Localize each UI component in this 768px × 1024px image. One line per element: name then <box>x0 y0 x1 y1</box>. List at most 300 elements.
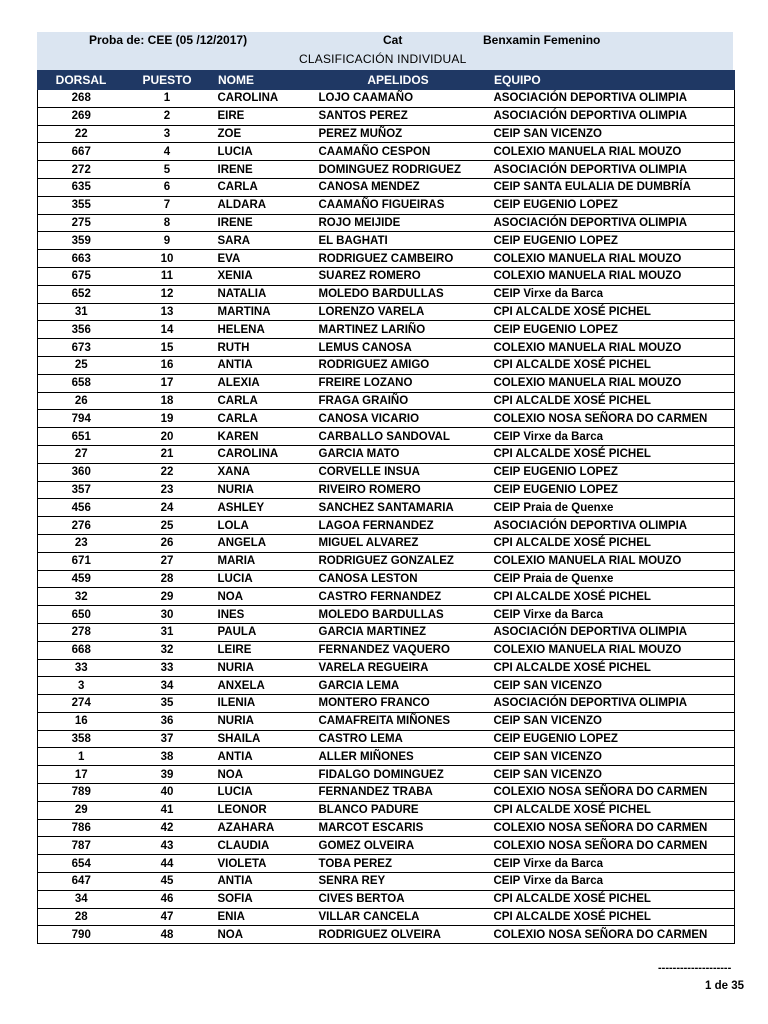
cell-nome: CAROLINA <box>210 445 311 463</box>
cell-apelidos: ROJO MEIJIDE <box>311 214 486 232</box>
cell-puesto: 43 <box>125 837 210 855</box>
cell-puesto: 22 <box>125 463 210 481</box>
cell-puesto: 23 <box>125 481 210 499</box>
cell-puesto: 3 <box>125 125 210 143</box>
cell-nome: SHAILA <box>210 730 311 748</box>
cell-equipo: CPI ALCALDE XOSÉ PICHEL <box>486 445 735 463</box>
cell-equipo: ASOCIACIÓN DEPORTIVA OLIMPIA <box>486 214 735 232</box>
cell-puesto: 27 <box>125 552 210 570</box>
cell-nome: ANTIA <box>210 748 311 766</box>
table-row <box>38 339 735 357</box>
cell-dorsal: 355 <box>38 196 125 214</box>
cell-dorsal: 787 <box>38 837 125 855</box>
cell-dorsal: 667 <box>38 143 125 161</box>
cell-dorsal: 268 <box>38 90 125 108</box>
table-row <box>38 178 735 196</box>
cell-equipo: CEIP SAN VICENZO <box>486 125 735 143</box>
cell-dorsal: 356 <box>38 321 125 339</box>
cell-dorsal: 34 <box>38 890 125 908</box>
col-header-apelidos: APELIDOS <box>311 71 486 90</box>
cell-puesto: 16 <box>125 356 210 374</box>
cell-puesto: 21 <box>125 445 210 463</box>
cell-equipo: COLEXIO NOSA SEÑORA DO CARMEN <box>486 819 735 837</box>
category-label: Cat <box>383 33 403 47</box>
cell-apelidos: MIGUEL ALVAREZ <box>311 534 486 552</box>
cell-dorsal: 33 <box>38 659 125 677</box>
table-row <box>38 410 735 428</box>
cell-equipo: COLEXIO MANUELA RIAL MOUZO <box>486 641 735 659</box>
table-row <box>38 606 735 624</box>
cell-puesto: 18 <box>125 392 210 410</box>
cell-dorsal: 28 <box>38 908 125 926</box>
cell-dorsal: 272 <box>38 161 125 179</box>
cell-nome: LEIRE <box>210 641 311 659</box>
cell-equipo: CEIP EUGENIO LOPEZ <box>486 463 735 481</box>
cell-nome: AZAHARA <box>210 819 311 837</box>
cell-dorsal: 359 <box>38 232 125 250</box>
table-row <box>38 250 735 268</box>
col-header-nome: NOME <box>210 71 311 90</box>
cell-apelidos: CORVELLE INSUA <box>311 463 486 481</box>
cell-apelidos: MARCOT ESCARIS <box>311 819 486 837</box>
cell-equipo: CEIP EUGENIO LOPEZ <box>486 321 735 339</box>
cell-puesto: 48 <box>125 926 210 944</box>
table-row <box>38 926 735 944</box>
table-row <box>38 588 735 606</box>
table-row <box>38 730 735 748</box>
category-value: Benxamin Femenino <box>483 33 601 47</box>
cell-dorsal: 668 <box>38 641 125 659</box>
cell-puesto: 33 <box>125 659 210 677</box>
cell-equipo: COLEXIO MANUELA RIAL MOUZO <box>486 143 735 161</box>
cell-dorsal: 654 <box>38 855 125 873</box>
cell-apelidos: CASTRO FERNANDEZ <box>311 588 486 606</box>
cell-apelidos: SUAREZ ROMERO <box>311 267 486 285</box>
cell-puesto: 29 <box>125 588 210 606</box>
cell-apelidos: LAGOA FERNANDEZ <box>311 517 486 535</box>
cell-puesto: 19 <box>125 410 210 428</box>
table-row <box>38 143 735 161</box>
cell-nome: LUCIA <box>210 784 311 802</box>
cell-nome: ALDARA <box>210 196 311 214</box>
cell-nome: ANTIA <box>210 873 311 891</box>
cell-dorsal: 459 <box>38 570 125 588</box>
cell-puesto: 31 <box>125 623 210 641</box>
table-row <box>38 107 735 125</box>
col-header-puesto: PUESTO <box>125 71 210 90</box>
cell-nome: NURIA <box>210 481 311 499</box>
cell-dorsal: 357 <box>38 481 125 499</box>
cell-dorsal: 650 <box>38 606 125 624</box>
cell-nome: CLAUDIA <box>210 837 311 855</box>
table-row <box>38 161 735 179</box>
cell-puesto: 26 <box>125 534 210 552</box>
cell-dorsal: 276 <box>38 517 125 535</box>
cell-puesto: 39 <box>125 766 210 784</box>
cell-puesto: 15 <box>125 339 210 357</box>
table-row <box>38 534 735 552</box>
cell-puesto: 34 <box>125 677 210 695</box>
cell-nome: SARA <box>210 232 311 250</box>
cell-apelidos: FERNANDEZ VAQUERO <box>311 641 486 659</box>
cell-puesto: 37 <box>125 730 210 748</box>
cell-nome: MARTINA <box>210 303 311 321</box>
cell-puesto: 4 <box>125 143 210 161</box>
cell-nome: SOFIA <box>210 890 311 908</box>
cell-dorsal: 790 <box>38 926 125 944</box>
cell-equipo: CEIP Virxe da Barca <box>486 606 735 624</box>
page-number: 1 de 35 <box>705 980 744 992</box>
cell-apelidos: SANCHEZ SANTAMARIA <box>311 499 486 517</box>
cell-puesto: 46 <box>125 890 210 908</box>
cell-nome: KAREN <box>210 428 311 446</box>
cell-nome: EVA <box>210 250 311 268</box>
table-row <box>38 819 735 837</box>
cell-dorsal: 27 <box>38 445 125 463</box>
table-row <box>38 517 735 535</box>
cell-apelidos: MARTINEZ LARIÑO <box>311 321 486 339</box>
table-row <box>38 232 735 250</box>
cell-nome: VIOLETA <box>210 855 311 873</box>
cell-apelidos: CAAMAÑO CESPON <box>311 143 486 161</box>
cell-dorsal: 652 <box>38 285 125 303</box>
cell-puesto: 44 <box>125 855 210 873</box>
table-row <box>38 801 735 819</box>
cell-equipo: COLEXIO MANUELA RIAL MOUZO <box>486 374 735 392</box>
cell-puesto: 6 <box>125 178 210 196</box>
table-row <box>38 695 735 713</box>
cell-dorsal: 360 <box>38 463 125 481</box>
table-row <box>38 748 735 766</box>
cell-apelidos: RIVEIRO ROMERO <box>311 481 486 499</box>
cell-puesto: 2 <box>125 107 210 125</box>
cell-apelidos: PEREZ MUÑOZ <box>311 125 486 143</box>
cell-puesto: 17 <box>125 374 210 392</box>
cell-dorsal: 635 <box>38 178 125 196</box>
cell-apelidos: LOJO CAAMAÑO <box>311 90 486 108</box>
cell-equipo: CEIP Praia de Quenxe <box>486 499 735 517</box>
cell-dorsal: 456 <box>38 499 125 517</box>
cell-equipo: COLEXIO NOSA SEÑORA DO CARMEN <box>486 837 735 855</box>
cell-puesto: 28 <box>125 570 210 588</box>
cell-dorsal: 17 <box>38 766 125 784</box>
cell-equipo: CPI ALCALDE XOSÉ PICHEL <box>486 534 735 552</box>
footer-rule: -------------------- <box>658 962 732 974</box>
cell-puesto: 42 <box>125 819 210 837</box>
cell-dorsal: 671 <box>38 552 125 570</box>
table-row <box>38 196 735 214</box>
cell-puesto: 25 <box>125 517 210 535</box>
report-subtitle: CLASIFICACIÓN INDIVIDUAL <box>299 52 467 66</box>
proba-label: Proba de: CEE (05 /12/2017) <box>89 33 248 47</box>
table-row <box>38 90 735 108</box>
table-row <box>38 837 735 855</box>
cell-nome: MARIA <box>210 552 311 570</box>
cell-nome: NOA <box>210 766 311 784</box>
cell-puesto: 10 <box>125 250 210 268</box>
cell-equipo: CEIP Virxe da Barca <box>486 285 735 303</box>
cell-nome: CAROLINA <box>210 90 311 108</box>
cell-dorsal: 647 <box>38 873 125 891</box>
cell-equipo: CEIP SAN VICENZO <box>486 766 735 784</box>
cell-apelidos: ALLER MIÑONES <box>311 748 486 766</box>
cell-puesto: 5 <box>125 161 210 179</box>
cell-dorsal: 31 <box>38 303 125 321</box>
cell-equipo: ASOCIACIÓN DEPORTIVA OLIMPIA <box>486 107 735 125</box>
cell-nome: ZOE <box>210 125 311 143</box>
cell-puesto: 36 <box>125 712 210 730</box>
cell-puesto: 12 <box>125 285 210 303</box>
cell-apelidos: GOMEZ OLVEIRA <box>311 837 486 855</box>
table-body <box>38 90 735 944</box>
cell-nome: IRENE <box>210 161 311 179</box>
table-row <box>38 321 735 339</box>
cell-apelidos: CAAMAÑO FIGUEIRAS <box>311 196 486 214</box>
cell-puesto: 7 <box>125 196 210 214</box>
cell-nome: NURIA <box>210 659 311 677</box>
cell-puesto: 30 <box>125 606 210 624</box>
cell-puesto: 24 <box>125 499 210 517</box>
cell-puesto: 13 <box>125 303 210 321</box>
cell-dorsal: 26 <box>38 392 125 410</box>
cell-apelidos: RODRIGUEZ GONZALEZ <box>311 552 486 570</box>
cell-equipo: CEIP EUGENIO LOPEZ <box>486 196 735 214</box>
cell-dorsal: 675 <box>38 267 125 285</box>
cell-equipo: COLEXIO NOSA SEÑORA DO CARMEN <box>486 784 735 802</box>
cell-equipo: COLEXIO MANUELA RIAL MOUZO <box>486 267 735 285</box>
cell-dorsal: 358 <box>38 730 125 748</box>
table-row <box>38 570 735 588</box>
table-row <box>38 463 735 481</box>
cell-nome: CARLA <box>210 178 311 196</box>
cell-nome: ENIA <box>210 908 311 926</box>
cell-dorsal: 22 <box>38 125 125 143</box>
cell-apelidos: CARBALLO SANDOVAL <box>311 428 486 446</box>
table-row <box>38 481 735 499</box>
cell-equipo: ASOCIACIÓN DEPORTIVA OLIMPIA <box>486 161 735 179</box>
cell-puesto: 38 <box>125 748 210 766</box>
cell-dorsal: 1 <box>38 748 125 766</box>
table-row <box>38 908 735 926</box>
cell-equipo: COLEXIO MANUELA RIAL MOUZO <box>486 339 735 357</box>
cell-equipo: CEIP Virxe da Barca <box>486 428 735 446</box>
table-row <box>38 374 735 392</box>
cell-nome: ANXELA <box>210 677 311 695</box>
cell-dorsal: 23 <box>38 534 125 552</box>
cell-nome: LOLA <box>210 517 311 535</box>
cell-dorsal: 651 <box>38 428 125 446</box>
cell-equipo: ASOCIACIÓN DEPORTIVA OLIMPIA <box>486 623 735 641</box>
cell-equipo: CEIP SAN VICENZO <box>486 748 735 766</box>
col-header-equipo: EQUIPO <box>486 71 735 90</box>
cell-nome: NATALIA <box>210 285 311 303</box>
table-row <box>38 285 735 303</box>
cell-apelidos: FRAGA GRAIÑO <box>311 392 486 410</box>
cell-nome: NURIA <box>210 712 311 730</box>
cell-apelidos: SENRA REY <box>311 873 486 891</box>
cell-puesto: 41 <box>125 801 210 819</box>
cell-nome: XENIA <box>210 267 311 285</box>
cell-apelidos: GARCIA MARTINEZ <box>311 623 486 641</box>
cell-nome: INES <box>210 606 311 624</box>
cell-dorsal: 658 <box>38 374 125 392</box>
cell-dorsal: 278 <box>38 623 125 641</box>
cell-equipo: CEIP EUGENIO LOPEZ <box>486 730 735 748</box>
cell-apelidos: EL BAGHATI <box>311 232 486 250</box>
cell-equipo: CPI ALCALDE XOSÉ PICHEL <box>486 801 735 819</box>
cell-apelidos: MOLEDO BARDULLAS <box>311 606 486 624</box>
table-row <box>38 712 735 730</box>
table-row <box>38 766 735 784</box>
cell-dorsal: 663 <box>38 250 125 268</box>
table-row <box>38 214 735 232</box>
cell-apelidos: MONTERO FRANCO <box>311 695 486 713</box>
cell-apelidos: FIDALGO DOMINGUEZ <box>311 766 486 784</box>
cell-apelidos: DOMINGUEZ RODRIGUEZ <box>311 161 486 179</box>
cell-nome: LUCIA <box>210 570 311 588</box>
cell-equipo: CPI ALCALDE XOSÉ PICHEL <box>486 890 735 908</box>
cell-apelidos: LORENZO VARELA <box>311 303 486 321</box>
cell-nome: PAULA <box>210 623 311 641</box>
cell-equipo: CPI ALCALDE XOSÉ PICHEL <box>486 659 735 677</box>
cell-nome: HELENA <box>210 321 311 339</box>
cell-apelidos: GARCIA MATO <box>311 445 486 463</box>
table-row <box>38 303 735 321</box>
cell-apelidos: FERNANDEZ TRABA <box>311 784 486 802</box>
cell-dorsal: 275 <box>38 214 125 232</box>
cell-equipo: CEIP EUGENIO LOPEZ <box>486 232 735 250</box>
cell-puesto: 47 <box>125 908 210 926</box>
cell-apelidos: BLANCO PADURE <box>311 801 486 819</box>
cell-dorsal: 3 <box>38 677 125 695</box>
table-row <box>38 552 735 570</box>
table-row <box>38 445 735 463</box>
cell-apelidos: RODRIGUEZ CAMBEIRO <box>311 250 486 268</box>
cell-equipo: CEIP Virxe da Barca <box>486 873 735 891</box>
cell-dorsal: 274 <box>38 695 125 713</box>
cell-puesto: 8 <box>125 214 210 232</box>
table-row <box>38 784 735 802</box>
cell-dorsal: 32 <box>38 588 125 606</box>
results-table <box>37 70 735 944</box>
cell-apelidos: RODRIGUEZ OLVEIRA <box>311 926 486 944</box>
cell-equipo: CPI ALCALDE XOSÉ PICHEL <box>486 356 735 374</box>
cell-dorsal: 16 <box>38 712 125 730</box>
table-row <box>38 623 735 641</box>
cell-apelidos: SANTOS PEREZ <box>311 107 486 125</box>
cell-apelidos: CAMAFREITA MIÑONES <box>311 712 486 730</box>
cell-apelidos: CANOSA MENDEZ <box>311 178 486 196</box>
cell-nome: ANTIA <box>210 356 311 374</box>
cell-dorsal: 786 <box>38 819 125 837</box>
cell-puesto: 9 <box>125 232 210 250</box>
table-row <box>38 677 735 695</box>
cell-apelidos: CIVES BERTOA <box>311 890 486 908</box>
cell-puesto: 32 <box>125 641 210 659</box>
cell-apelidos: VILLAR CANCELA <box>311 908 486 926</box>
cell-equipo: COLEXIO MANUELA RIAL MOUZO <box>486 552 735 570</box>
cell-equipo: CEIP SAN VICENZO <box>486 677 735 695</box>
cell-nome: XANA <box>210 463 311 481</box>
cell-nome: CARLA <box>210 392 311 410</box>
table-row <box>38 890 735 908</box>
cell-dorsal: 794 <box>38 410 125 428</box>
col-header-dorsal: DORSAL <box>38 71 125 90</box>
cell-apelidos: CANOSA LESTON <box>311 570 486 588</box>
cell-puesto: 1 <box>125 90 210 108</box>
cell-apelidos: LEMUS CANOSA <box>311 339 486 357</box>
cell-equipo: COLEXIO NOSA SEÑORA DO CARMEN <box>486 926 735 944</box>
cell-dorsal: 25 <box>38 356 125 374</box>
table-header-row <box>38 71 735 90</box>
cell-equipo: ASOCIACIÓN DEPORTIVA OLIMPIA <box>486 695 735 713</box>
table-row <box>38 428 735 446</box>
cell-equipo: CEIP SAN VICENZO <box>486 712 735 730</box>
cell-apelidos: RODRIGUEZ AMIGO <box>311 356 486 374</box>
cell-nome: ALEXIA <box>210 374 311 392</box>
cell-equipo: CEIP EUGENIO LOPEZ <box>486 481 735 499</box>
table-row <box>38 499 735 517</box>
cell-equipo: CPI ALCALDE XOSÉ PICHEL <box>486 908 735 926</box>
cell-nome: EIRE <box>210 107 311 125</box>
cell-dorsal: 673 <box>38 339 125 357</box>
cell-dorsal: 789 <box>38 784 125 802</box>
table-row <box>38 873 735 891</box>
cell-nome: NOA <box>210 588 311 606</box>
cell-equipo: COLEXIO NOSA SEÑORA DO CARMEN <box>486 410 735 428</box>
cell-puesto: 40 <box>125 784 210 802</box>
cell-nome: LEONOR <box>210 801 311 819</box>
cell-apelidos: CANOSA VICARIO <box>311 410 486 428</box>
cell-puesto: 14 <box>125 321 210 339</box>
table-row <box>38 855 735 873</box>
cell-equipo: CPI ALCALDE XOSÉ PICHEL <box>486 392 735 410</box>
cell-puesto: 20 <box>125 428 210 446</box>
cell-equipo: CPI ALCALDE XOSÉ PICHEL <box>486 588 735 606</box>
cell-nome: ILENIA <box>210 695 311 713</box>
cell-puesto: 35 <box>125 695 210 713</box>
cell-equipo: CEIP SANTA EULALIA DE DUMBRÍA <box>486 178 735 196</box>
cell-equipo: CPI ALCALDE XOSÉ PICHEL <box>486 303 735 321</box>
cell-equipo: CEIP Virxe da Barca <box>486 855 735 873</box>
table-row <box>38 659 735 677</box>
cell-equipo: ASOCIACIÓN DEPORTIVA OLIMPIA <box>486 90 735 108</box>
cell-nome: LUCIA <box>210 143 311 161</box>
cell-puesto: 11 <box>125 267 210 285</box>
cell-apelidos: GARCIA LEMA <box>311 677 486 695</box>
cell-equipo: ASOCIACIÓN DEPORTIVA OLIMPIA <box>486 517 735 535</box>
table-row <box>38 267 735 285</box>
cell-puesto: 45 <box>125 873 210 891</box>
cell-apelidos: VARELA REGUEIRA <box>311 659 486 677</box>
cell-nome: IRENE <box>210 214 311 232</box>
cell-nome: NOA <box>210 926 311 944</box>
cell-apelidos: TOBA PEREZ <box>311 855 486 873</box>
cell-nome: CARLA <box>210 410 311 428</box>
cell-dorsal: 269 <box>38 107 125 125</box>
cell-equipo: CEIP Praia de Quenxe <box>486 570 735 588</box>
cell-dorsal: 29 <box>38 801 125 819</box>
cell-apelidos: MOLEDO BARDULLAS <box>311 285 486 303</box>
cell-nome: ASHLEY <box>210 499 311 517</box>
cell-equipo: COLEXIO MANUELA RIAL MOUZO <box>486 250 735 268</box>
cell-nome: ANGELA <box>210 534 311 552</box>
cell-apelidos: CASTRO LEMA <box>311 730 486 748</box>
cell-nome: RUTH <box>210 339 311 357</box>
table-row <box>38 356 735 374</box>
table-row <box>38 125 735 143</box>
report-header <box>37 32 733 70</box>
